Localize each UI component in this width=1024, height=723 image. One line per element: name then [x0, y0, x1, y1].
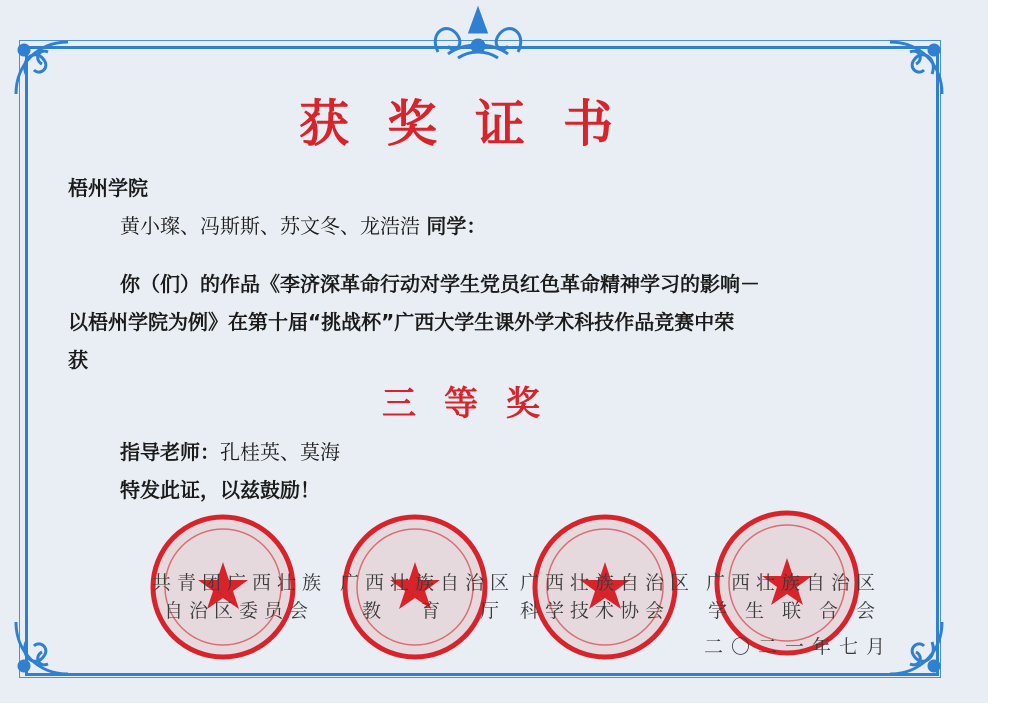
scan-margin — [988, 0, 1024, 723]
students-suffix: 同学： — [426, 214, 487, 238]
body-line-2: 以梧州学院为例》在第十届“挑战杯”广西大学生课外学术科技作品竞赛中荣 — [68, 310, 735, 334]
issuer-3-line-2: 科学技术协会 — [520, 600, 671, 622]
student-names: 黄小璨、冯斯斯、苏文冬、龙浩浩 — [120, 214, 420, 238]
corner-ornament-icon — [8, 612, 78, 682]
body-line-3: 获 — [68, 348, 88, 372]
closing-remark: 特发此证，以兹鼓励！ — [120, 478, 320, 502]
certificate-title: 获奖证书 — [299, 94, 651, 153]
issuer-4-line-2: 学生联合会 — [708, 600, 894, 622]
crown-ornament-icon — [418, 2, 538, 64]
school-name: 梧州学院 — [68, 176, 148, 200]
issuer-1-line-1: 共青团广西壮族 — [152, 572, 328, 594]
advisor-line — [120, 436, 340, 465]
issuer-4-line-1: 广西壮族自治区 — [706, 572, 882, 594]
issuer-1-line-2: 自治区委员会 — [164, 600, 315, 622]
body-line-1: 你（们）的作品《李济深革命行动对学生党员红色革命精神学习的影响－ — [120, 272, 760, 296]
recipients-line — [120, 210, 486, 239]
advisor-names: 孔桂英、莫海 — [220, 440, 340, 464]
issuer-3-line-1: 广西壮族自治区 — [520, 572, 696, 594]
award-level: 三等奖 — [382, 384, 568, 424]
issue-date: 二〇二一年七月 — [704, 636, 894, 658]
issuer-2-line-1: 广西壮族自治区 — [340, 572, 516, 594]
advisor-label: 指导老师： — [120, 440, 220, 464]
issuer-2-line-2: 教育厅 — [362, 600, 540, 622]
